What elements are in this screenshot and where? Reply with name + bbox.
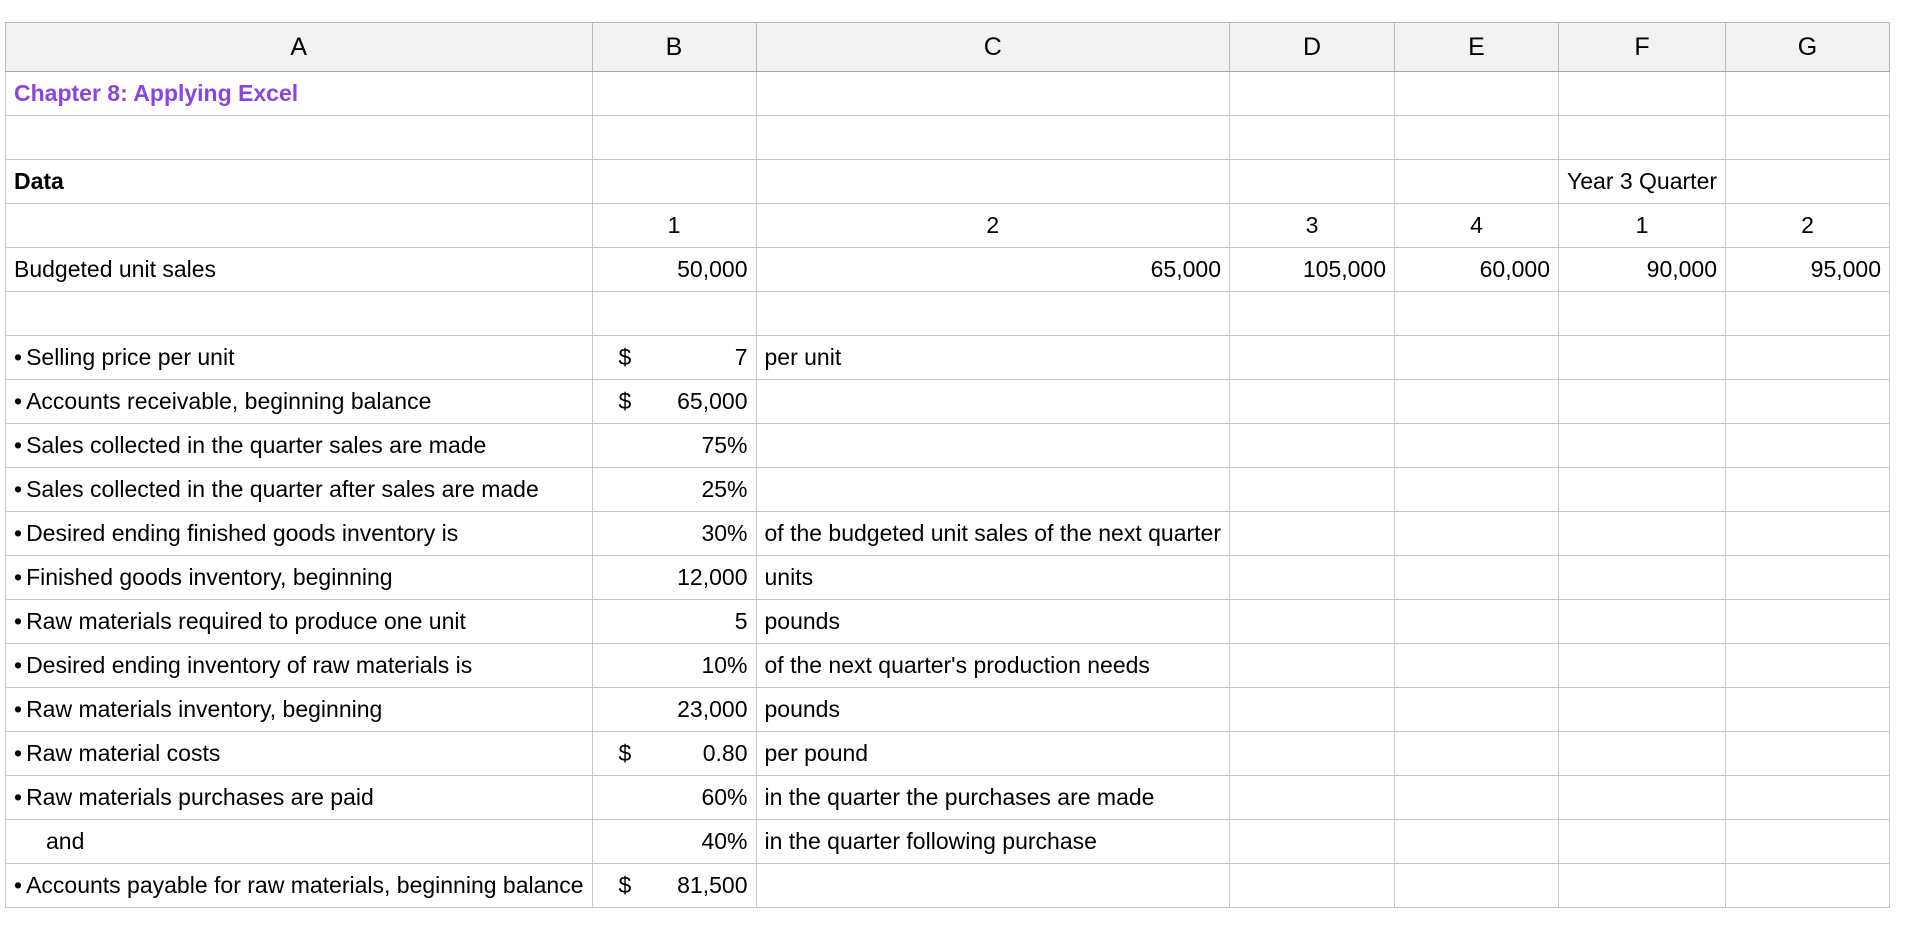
assumption-value: 12,000 — [677, 564, 748, 590]
assumption-row — [6, 864, 1890, 908]
assumption-label-cell[interactable] — [6, 644, 593, 688]
assumption-note-cell[interactable] — [756, 424, 1230, 468]
cell[interactable] — [1395, 732, 1559, 776]
budgeted-sales-cell[interactable]: 95,000 — [1726, 248, 1890, 292]
assumption-value-cell[interactable] — [592, 776, 756, 820]
cell[interactable] — [1230, 732, 1395, 776]
assumption-row — [6, 820, 1890, 864]
cell[interactable] — [1230, 556, 1395, 600]
cell[interactable] — [756, 292, 1230, 336]
cell[interactable] — [1559, 688, 1726, 732]
cell[interactable] — [1559, 72, 1726, 116]
currency-symbol — [601, 432, 619, 459]
cell[interactable] — [1726, 160, 1890, 204]
cell[interactable] — [1726, 512, 1890, 556]
assumption-label: Raw material costs — [26, 740, 221, 766]
budgeted-sales-cell[interactable]: 50,000 — [592, 248, 756, 292]
cell[interactable] — [1230, 820, 1395, 864]
data-heading-cell[interactable]: Data — [6, 160, 593, 204]
assumption-note-cell[interactable] — [756, 864, 1230, 908]
cell[interactable] — [1230, 116, 1395, 160]
assumption-label: Sales collected in the quarter sales are made — [26, 432, 487, 458]
cell[interactable] — [1559, 556, 1726, 600]
budgeted-sales-cell[interactable]: 65,000 — [756, 248, 1230, 292]
cell[interactable] — [1230, 424, 1395, 468]
assumption-value: 30% — [701, 520, 748, 546]
assumption-note-cell[interactable] — [756, 380, 1230, 424]
cell[interactable] — [1395, 468, 1559, 512]
cell[interactable] — [6, 116, 593, 160]
assumption-label-cell[interactable] — [6, 732, 593, 776]
cell[interactable] — [1395, 556, 1559, 600]
assumption-label: Raw materials required to produce one unit — [26, 608, 466, 634]
cell[interactable] — [756, 116, 1230, 160]
cell[interactable] — [1230, 468, 1395, 512]
column-header-b[interactable]: B — [592, 23, 756, 72]
assumption-value-cell[interactable] — [592, 820, 756, 864]
assumption-label: and — [46, 828, 85, 854]
assumption-note-cell[interactable] — [756, 336, 1230, 380]
assumption-note: pounds — [764, 608, 840, 634]
cell[interactable] — [1395, 864, 1559, 908]
assumption-value-cell[interactable] — [592, 380, 756, 424]
column-header-d[interactable]: D — [1230, 23, 1395, 72]
cell[interactable] — [1559, 820, 1726, 864]
row-budgeted-unit-sales — [6, 248, 1890, 292]
quarter-number-cell[interactable]: 2 — [1726, 204, 1890, 248]
bullet-glyph: • — [14, 872, 23, 898]
assumption-note: per pound — [764, 740, 869, 766]
cell[interactable] — [1395, 380, 1559, 424]
assumption-value-cell[interactable] — [592, 556, 756, 600]
assumption-note: of the next quarter's production needs — [764, 652, 1150, 678]
budgeted-sales-cell[interactable]: 90,000 — [1559, 248, 1726, 292]
assumption-row — [6, 468, 1890, 512]
assumption-label: Finished goods inventory, beginning — [26, 564, 393, 590]
assumption-row — [6, 336, 1890, 380]
cell[interactable] — [1726, 644, 1890, 688]
assumption-row — [6, 424, 1890, 468]
currency-symbol — [601, 608, 619, 635]
cell[interactable] — [1395, 776, 1559, 820]
cell[interactable] — [1559, 468, 1726, 512]
assumption-note: pounds — [764, 696, 840, 722]
cell[interactable] — [1230, 864, 1395, 908]
currency-symbol — [601, 476, 619, 503]
assumption-value-cell[interactable] — [592, 644, 756, 688]
assumption-row — [6, 644, 1890, 688]
cell[interactable] — [1230, 72, 1395, 116]
currency-symbol — [601, 696, 619, 723]
cell[interactable] — [592, 292, 756, 336]
assumption-label-cell[interactable] — [6, 776, 593, 820]
currency-symbol — [601, 784, 619, 811]
bullet-glyph: • — [14, 740, 23, 766]
bullet-glyph: • — [14, 388, 23, 414]
bullet-glyph: • — [14, 432, 23, 458]
assumption-value-cell[interactable] — [592, 512, 756, 556]
cell[interactable] — [592, 72, 756, 116]
assumption-label-cell[interactable] — [6, 864, 593, 908]
assumption-note: in the quarter the purchases are made — [764, 784, 1155, 810]
bullet-glyph: • — [14, 652, 23, 678]
assumption-note-cell[interactable] — [756, 688, 1230, 732]
quarter-number-cell[interactable]: 3 — [1230, 204, 1395, 248]
row-data-heading — [6, 160, 1890, 204]
cell[interactable] — [756, 160, 1230, 204]
cell[interactable] — [1395, 600, 1559, 644]
assumption-value: 75% — [701, 432, 748, 458]
quarter-number-cell[interactable]: 4 — [1395, 204, 1559, 248]
bullet-glyph: • — [14, 784, 23, 810]
row-title — [6, 72, 1890, 116]
cell[interactable] — [1559, 600, 1726, 644]
column-header-c[interactable]: C — [756, 23, 1230, 72]
row-empty — [6, 292, 1890, 336]
assumption-label-cell[interactable] — [6, 424, 593, 468]
year3-quarter-label: Year 3 Quarter — [1567, 168, 1718, 194]
cell[interactable] — [1559, 776, 1726, 820]
cell[interactable] — [756, 72, 1230, 116]
cell[interactable] — [1395, 820, 1559, 864]
cell[interactable] — [1726, 336, 1890, 380]
assumption-label-cell[interactable] — [6, 556, 593, 600]
assumption-label: Accounts receivable, beginning balance — [26, 388, 432, 414]
cell[interactable] — [1559, 512, 1726, 556]
cell[interactable] — [6, 292, 593, 336]
currency-symbol: $ — [618, 388, 632, 414]
cell[interactable] — [1395, 644, 1559, 688]
cell[interactable] — [1230, 688, 1395, 732]
assumption-value: 7 — [734, 344, 748, 370]
bullet-glyph: • — [14, 520, 23, 546]
cell[interactable] — [1395, 72, 1559, 116]
currency-symbol — [601, 564, 619, 591]
assumption-label-cell[interactable] — [6, 380, 593, 424]
assumption-row — [6, 776, 1890, 820]
cell[interactable] — [1230, 512, 1395, 556]
cell[interactable] — [1559, 116, 1726, 160]
cell[interactable] — [1395, 424, 1559, 468]
assumption-label: Desired ending finished goods inventory is — [26, 520, 459, 546]
assumption-note-cell[interactable] — [756, 776, 1230, 820]
cell[interactable] — [1230, 160, 1395, 204]
cell[interactable] — [1726, 72, 1890, 116]
assumption-row — [6, 600, 1890, 644]
assumption-value-cell[interactable] — [592, 732, 756, 776]
cell[interactable] — [1726, 820, 1890, 864]
assumption-label-cell[interactable] — [6, 600, 593, 644]
cell[interactable] — [1726, 424, 1890, 468]
assumption-note: per unit — [764, 344, 842, 370]
cell[interactable] — [1395, 292, 1559, 336]
assumption-label: Raw materials purchases are paid — [26, 784, 374, 810]
cell[interactable] — [1559, 424, 1726, 468]
cell[interactable] — [1726, 600, 1890, 644]
assumption-note-cell[interactable] — [756, 600, 1230, 644]
assumption-value-cell[interactable] — [592, 600, 756, 644]
budgeted-unit-sales-label[interactable]: Budgeted unit sales — [6, 248, 593, 292]
assumption-value-cell[interactable] — [592, 336, 756, 380]
assumption-value: 60% — [701, 784, 748, 810]
assumption-note-cell[interactable] — [756, 468, 1230, 512]
cell[interactable] — [1395, 688, 1559, 732]
assumption-value: 23,000 — [677, 696, 748, 722]
cell[interactable] — [1559, 732, 1726, 776]
cell[interactable] — [1559, 864, 1726, 908]
cell[interactable] — [592, 116, 756, 160]
cell[interactable] — [1726, 864, 1890, 908]
currency-symbol: $ — [618, 872, 632, 898]
assumption-row — [6, 688, 1890, 732]
assumption-label: Sales collected in the quarter after sales are made — [26, 476, 539, 502]
bullet-glyph: • — [14, 476, 23, 502]
column-header-g[interactable]: G — [1726, 23, 1890, 72]
assumption-row — [6, 512, 1890, 556]
assumption-row — [6, 732, 1890, 776]
cell[interactable] — [1395, 160, 1559, 204]
cell[interactable] — [1726, 468, 1890, 512]
quarter-number-cell[interactable]: 1 — [592, 204, 756, 248]
cell[interactable] — [1230, 292, 1395, 336]
assumption-label-cell[interactable] — [6, 820, 593, 864]
assumption-value: 65,000 — [677, 388, 748, 414]
cell[interactable] — [6, 204, 593, 248]
assumption-row — [6, 556, 1890, 600]
assumption-value: 25% — [701, 476, 748, 502]
cell[interactable] — [1726, 556, 1890, 600]
bullet-glyph: • — [14, 608, 23, 634]
spreadsheet-grid — [5, 22, 1890, 908]
budgeted-sales-cell[interactable]: 60,000 — [1395, 248, 1559, 292]
assumption-label-cell[interactable] — [6, 512, 593, 556]
row-empty — [6, 116, 1890, 160]
assumption-value: 0.80 — [702, 740, 748, 766]
assumption-label-cell[interactable] — [6, 468, 593, 512]
assumption-value-cell[interactable] — [592, 468, 756, 512]
assumption-value-cell[interactable] — [592, 688, 756, 732]
assumption-value: 5 — [734, 608, 748, 634]
cell[interactable] — [592, 160, 756, 204]
row-quarter-numbers — [6, 204, 1890, 248]
assumption-note: of the budgeted unit sales of the next quarter — [764, 520, 1221, 546]
cell[interactable] — [1726, 776, 1890, 820]
bullet-glyph: • — [14, 344, 23, 370]
budgeted-sales-cell[interactable]: 105,000 — [1230, 248, 1395, 292]
year3-quarter-label-cell[interactable] — [1559, 160, 1726, 204]
assumption-note-cell[interactable] — [756, 556, 1230, 600]
sheet-title-cell[interactable]: Chapter 8: Applying Excel — [6, 72, 593, 116]
cell[interactable] — [1726, 116, 1890, 160]
cell[interactable] — [1395, 512, 1559, 556]
cell[interactable] — [1726, 292, 1890, 336]
cell[interactable] — [1230, 644, 1395, 688]
column-header-f[interactable]: F — [1559, 23, 1726, 72]
assumption-note: in the quarter following purchase — [764, 828, 1097, 854]
assumption-value: 10% — [701, 652, 748, 678]
assumption-label: Selling price per unit — [26, 344, 235, 370]
cell[interactable] — [1559, 336, 1726, 380]
currency-symbol: $ — [618, 344, 632, 370]
column-header-e[interactable]: E — [1395, 23, 1559, 72]
cell[interactable] — [1395, 116, 1559, 160]
assumption-note-cell[interactable] — [756, 820, 1230, 864]
bullet-glyph: • — [14, 564, 23, 590]
assumption-value-cell[interactable] — [592, 864, 756, 908]
cell[interactable] — [1230, 336, 1395, 380]
cell[interactable] — [1726, 688, 1890, 732]
assumption-value: 40% — [701, 828, 748, 854]
quarter-number-cell[interactable]: 2 — [756, 204, 1230, 248]
bullet-glyph: • — [14, 696, 23, 722]
assumption-label-cell[interactable] — [6, 688, 593, 732]
cell[interactable] — [1230, 600, 1395, 644]
assumption-label: Desired ending inventory of raw materials is — [26, 652, 473, 678]
currency-symbol — [601, 652, 619, 679]
currency-symbol — [601, 828, 619, 855]
cell[interactable] — [1559, 644, 1726, 688]
cell[interactable] — [1395, 336, 1559, 380]
assumption-rows — [6, 336, 1890, 908]
assumption-label: Accounts payable for raw materials, beginning balance — [26, 872, 584, 898]
assumption-value: 81,500 — [677, 872, 748, 898]
assumption-note-cell[interactable] — [756, 644, 1230, 688]
assumption-note: units — [764, 564, 814, 590]
cell[interactable] — [1230, 776, 1395, 820]
assumption-value-cell[interactable] — [592, 424, 756, 468]
cell[interactable] — [1559, 292, 1726, 336]
assumption-note-cell[interactable] — [756, 512, 1230, 556]
assumption-note-cell[interactable] — [756, 732, 1230, 776]
assumption-label-cell[interactable] — [6, 336, 593, 380]
cell[interactable] — [1559, 380, 1726, 424]
assumption-label: Raw materials inventory, beginning — [26, 696, 383, 722]
assumption-row — [6, 380, 1890, 424]
currency-symbol: $ — [618, 740, 632, 766]
cell[interactable] — [1230, 380, 1395, 424]
column-header-row — [6, 23, 1890, 72]
column-header-a[interactable]: A — [6, 23, 593, 72]
quarter-number-cell[interactable]: 1 — [1559, 204, 1726, 248]
currency-symbol — [601, 520, 619, 547]
cell[interactable] — [1726, 732, 1890, 776]
cell[interactable] — [1726, 380, 1890, 424]
